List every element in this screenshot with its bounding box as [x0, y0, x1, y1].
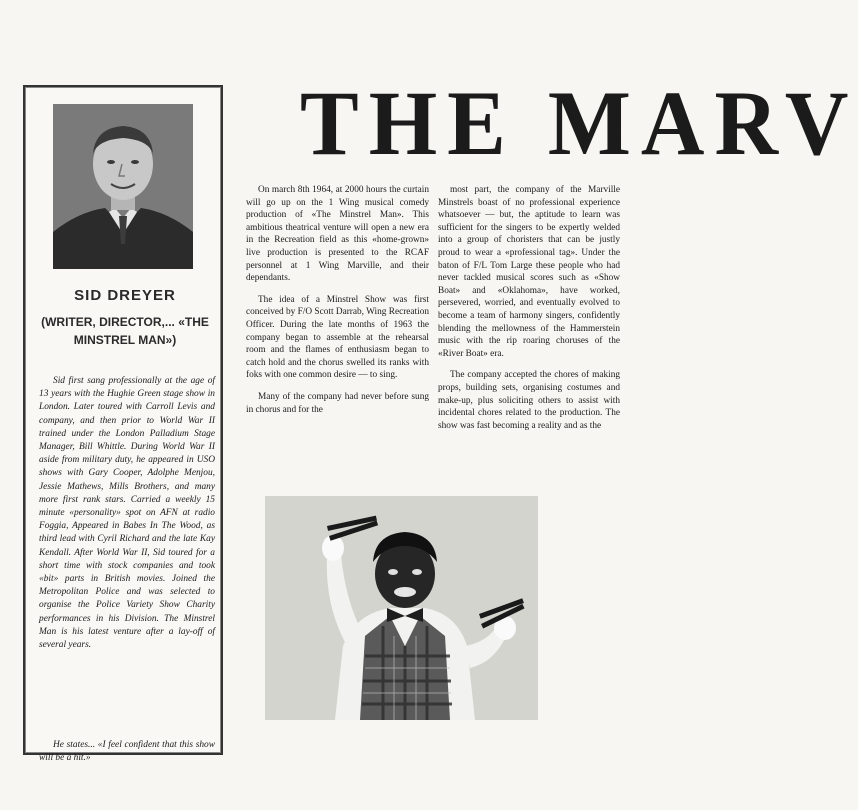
person-quote: He states... «I feel confident that this show will be a hit.»: [39, 740, 215, 764]
article-paragraph: most part, the company of the Marville Minstrels boast of no professional experience whatsoever — but, the aptitude to learn was sufficient for the singers to be expertly welded into a group of choristers that can be justly proud to wear a «professional tag». Under the baton of F/L Tom Large these people who had never tackled musical scores such as «Show Boat» and «Oklahoma», have worked, persevered, worried, and eventually evolved to become a team of harmony singers, confidently blending the mellowness of the Hammerstein music with the rip roaring choruses of the «River Boat» era.: [438, 185, 620, 359]
article-column-1: [246, 184, 429, 425]
portrait-photo: [53, 104, 193, 269]
article-paragraph: The idea of a Minstrel Show was first conceived by F/O Scott Darrab, Wing Recreation Officer. During the late months of 1963 the company began to assemble at the rehearsal room and the flames of enthusiasm began to catch hold and the chorus swelled its ranks with foks with one common desire — to sing.: [246, 294, 430, 381]
person-name: SID DREYER: [74, 287, 176, 304]
profile-box: [23, 85, 223, 764]
person-bio: Sid first sang professionally at the age of 13 years with the Hughie Green stage show in London. Later toured with Carroll Levis and company, and then prior to World War II trained under the London Palladium Stage Manager, Bill Whittle. During World War II aside from military duty, he appeared in USO shows with Gary Cooper, Adolphe Menjou, Jessie Mathews, Mills Brothers, and many more first rank stars. Carried a weekly 15 minute «personality» spot on AFN at radio Foggia, Appeared in Babes In The Wood, as third lead with Cyril Richard and the late Kay Kendall. After World War II, Sid toured for a short time with stock companies and took «bit» parts in British movies. Joined the Metropolitan Police and was selected to organise the Police Variety Show Charity performances in his Division. The Minstrel Man is his latest venture after a lay-off of several years.: [39, 376, 215, 651]
article-paragraph: On march 8th 1964, at 2000 hours the curtain will go up on the 1 Wing musical comedy production of «The Minstrel Man». This ambitious theatrical venture will open a new era in the Recreation field as this «home-grown» live production is presented to the RCAF personnel at 1 Wing Marville, and their dependants.: [246, 185, 429, 284]
minstrel-photo: [265, 496, 538, 720]
person-role: (WRITER, DIRECTOR,... «THE MINSTREL MAN»): [41, 315, 209, 347]
article-paragraph: The company accepted the chores of making props, building sets, organising costumes and make-up, plus soliciting others to assist with incidental chores related to the production. The show was fast becoming a reality and as the: [438, 370, 620, 431]
article-column-2: [438, 184, 620, 441]
article-paragraph: Many of the company had never before sung in chorus and for the: [246, 391, 429, 415]
headline: THE MARV: [300, 73, 858, 175]
